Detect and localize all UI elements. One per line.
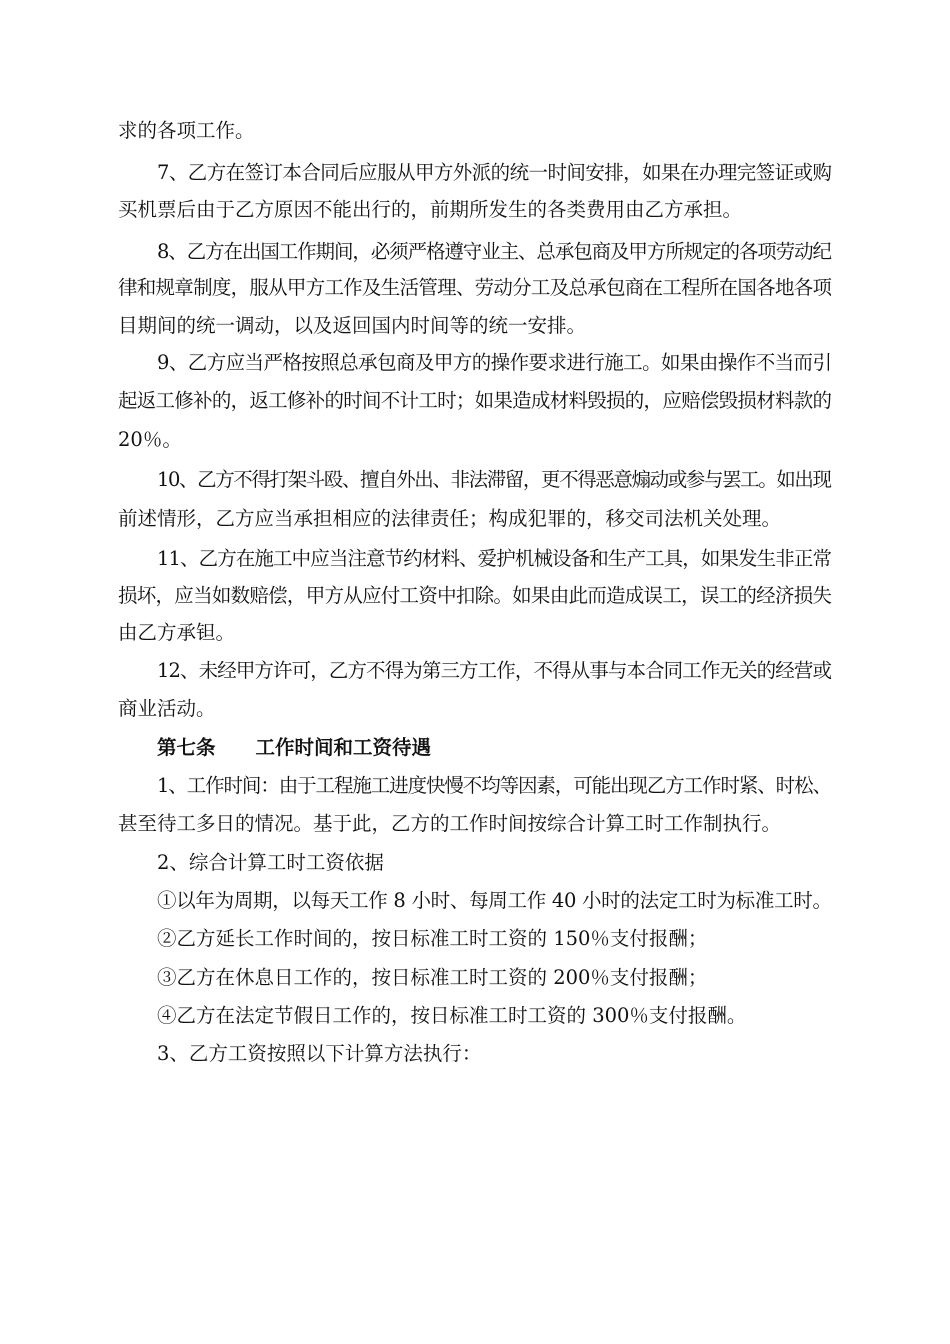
text-line: 10、乙方不得打架斗殴、擅自外出、非法滞留，更不得恶意煽动或参与罢工。如出现 xyxy=(157,468,831,491)
text-line: 前述情形，乙方应当承担相应的法律责任；构成犯罪的，移交司法机关处理。 xyxy=(118,507,782,530)
text-line: 11、乙方在施工中应当注意节约材料、爱护机械设备和生产工具，如果发生非正常 xyxy=(157,547,832,570)
text-line: 3、乙方工资按照以下计算方法执行： xyxy=(157,1042,482,1065)
text-line: 9、乙方应当严格按照总承包商及甲方的操作要求进行施工。如果由操作不当而引 xyxy=(157,351,832,374)
text-line: 律和规章制度，服从甲方工作及生活管理、劳动分工及总承包商在工程所在国各地各项 xyxy=(118,276,832,299)
section-number: 第七条 xyxy=(157,736,216,759)
text-line: 起返工修补的，返工修补的时间不计工时；如果造成材料毁损的，应赔偿毁损材料款的 xyxy=(118,389,832,412)
text-line: ④乙方在法定节假日工作的，按日标准工时工资的 300％支付报酬。 xyxy=(157,1004,747,1027)
text-line: 2、综合计算工时工资依据 xyxy=(157,851,384,874)
section-heading xyxy=(157,736,431,760)
text-line: 7、乙方在签订本合同后应服从甲方外派的统一时间安排，如果在办理完签证或购 xyxy=(157,161,832,184)
text-line: 1、工作时间：由于工程施工进度快慢不均等因素，可能出现乙方工作时紧、时松、 xyxy=(157,774,831,797)
text-line: 目期间的统一调动，以及返回国内时间等的统一安排。 xyxy=(118,314,587,337)
text-line: ①以年为周期，以每天工作 8 小时、每周工作 40 小时的法定工时为标准工时。 xyxy=(157,889,832,912)
text-line: 求的各项工作。 xyxy=(118,119,255,142)
text-line: ②乙方延长工作时间的，按日标准工时工资的 150％支付报酬； xyxy=(157,927,708,950)
text-line: 12、未经甲方许可，乙方不得为第三方工作，不得从事与本合同工作无关的经营或 xyxy=(157,659,832,682)
text-line: 损坏，应当如数赔偿，甲方从应付工资中扣除。如果由此而造成误工，误工的经济损失 xyxy=(118,584,832,607)
text-line: 20％。 xyxy=(118,428,182,451)
section-title: 工作时间和工资待遇 xyxy=(255,736,432,759)
text-line: 甚至待工多日的情况。基于此，乙方的工作时间按综合计算工时工作制执行。 xyxy=(118,812,782,835)
text-line: 由乙方承钽。 xyxy=(118,621,236,644)
text-line: ③乙方在休息日工作的，按日标准工时工资的 200％支付报酬； xyxy=(157,966,708,989)
text-line: 商业活动。 xyxy=(118,697,216,720)
text-line: 买机票后由于乙方原因不能出行的，前期所发生的各类费用由乙方承担。 xyxy=(118,198,743,221)
text-line: 8、乙方在出国工作期间，必须严格遵守业主、总承包商及甲方所规定的各项劳动纪 xyxy=(157,240,831,263)
